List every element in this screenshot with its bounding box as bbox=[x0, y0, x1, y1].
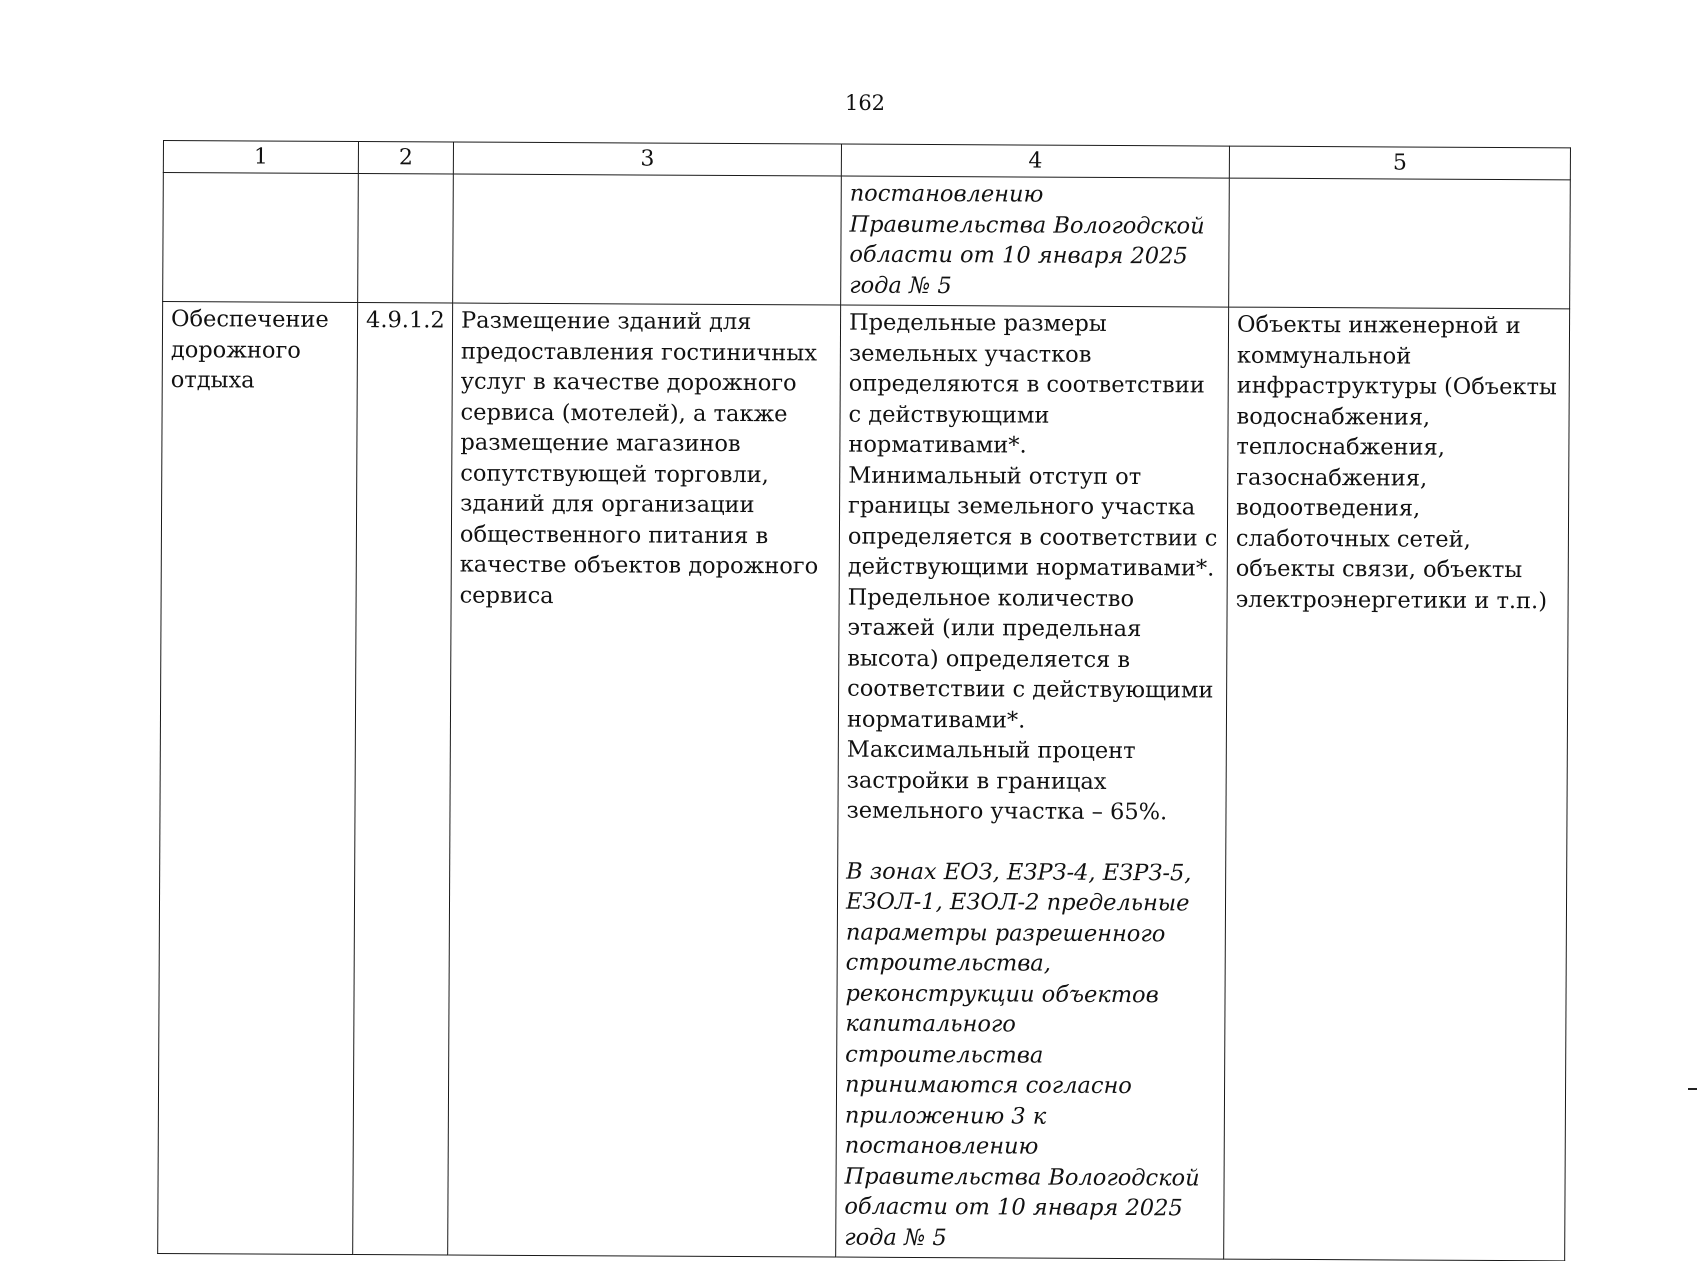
use-description: Размещение зданий для предоставления гостиничных услуг в качестве дорожного сервиса (мотелей), а также размещение магазинов сопутствующей торговли, зданий для организации общественного питания в качестве объектов дорожного сервиса bbox=[448, 303, 841, 1257]
column-header-4: 4 bbox=[841, 144, 1229, 178]
paragraph-spacer bbox=[846, 826, 1217, 858]
parameters-cell bbox=[836, 305, 1229, 1259]
continuation-cell-2 bbox=[358, 174, 454, 303]
parameter-paragraph: Максимальный процент застройки в границах земельного участка – 65%. bbox=[846, 736, 1168, 826]
column-header-5: 5 bbox=[1229, 146, 1570, 180]
edge-mark bbox=[1688, 1088, 1697, 1090]
permitted-use-name: Обеспечение дорожного отдыха bbox=[158, 302, 358, 1255]
parameter-paragraph: Предельные размеры земельных участков определяются в соответствии с действующими нормативами*. bbox=[848, 309, 1205, 459]
use-code: 4.9.1.2 bbox=[353, 303, 453, 1255]
continuation-cell-5 bbox=[1229, 178, 1571, 309]
continuation-cell-4: постановлению Правительства Вологодской области от 10 января 2025 года № 5 bbox=[841, 176, 1230, 307]
column-header-1: 1 bbox=[163, 141, 358, 174]
table-row bbox=[158, 302, 1570, 1261]
continuation-row bbox=[163, 173, 1571, 309]
zone-note: В зонах ЕОЗ, ЕЗРЗ-4, ЕЗРЗ-5, ЕЗОЛ-1, ЕЗОЛ-2 предельные параметры разрешенного строительства, реконструкции объектов капитального строительства принимаются согласно приложению 3 к постановлению Правительства Вологодской области от 10 января 2025 года № 5 bbox=[844, 858, 1200, 1251]
regulations-table bbox=[157, 140, 1571, 1261]
column-header-2: 2 bbox=[358, 142, 453, 174]
continuation-cell-1 bbox=[163, 173, 359, 303]
parameter-paragraph: Предельное количество этажей (или предельная высота) определяется в соответствии с действующими нормативами*. bbox=[846, 584, 1214, 734]
page-number: 162 bbox=[844, 91, 886, 115]
auxiliary-uses: Объекты инженерной и коммунальной инфраструктуры (Объекты водоснабжения, теплоснабжения, газоснабжения, водоотведения, слаботочных сетей, объекты связи, объекты электроэнергетики и т.п.) bbox=[1224, 307, 1570, 1261]
parameter-paragraph: Минимальный отступ от границы земельного участка определяется в соответствии с действующими нормативами*. bbox=[847, 462, 1218, 582]
continuation-cell-3 bbox=[453, 174, 842, 305]
column-header-3: 3 bbox=[453, 142, 841, 176]
